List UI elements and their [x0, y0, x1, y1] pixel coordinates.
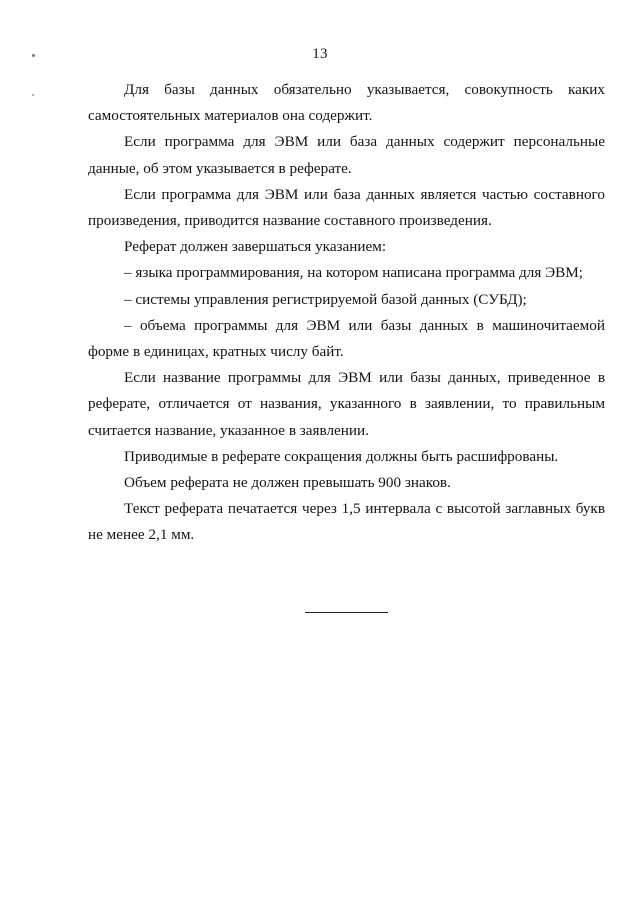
paragraph-print-format: Текст реферата печатается через 1,5 интервала с высотой заглавных букв не менее 2,1 мм. — [88, 500, 605, 544]
list-item-dbms: – системы управления регистрируемой базой данных (СУБД); — [124, 290, 527, 308]
paragraph-abbreviations: Приводимые в реферате сокращения должны быть расшифрованы. — [124, 447, 559, 465]
scan-speck — [32, 94, 34, 96]
paragraph-database-materials: Для базы данных обязательно указывается, совокупность каких самостоятельных материалов она содержит. — [88, 81, 605, 125]
end-divider-line — [305, 612, 388, 613]
document-body — [88, 77, 605, 549]
paragraph-title-mismatch: Если название программы для ЭВМ или базы данных, приведенное в реферате, отличается от названия, указанного в заявлении, то правильным считается название, указанное в заявлении. — [88, 369, 605, 439]
paragraph-abstract-ending: Реферат должен завершаться указанием: — [124, 238, 387, 256]
paragraph-personal-data: Если программа для ЭВМ или база данных содержит персональные данные, об этом указывается в реферате. — [88, 133, 605, 177]
paragraph-composite-work: Если программа для ЭВМ или база данных является частью составного произведения, приводится название составного произведения. — [88, 185, 605, 230]
paragraph-length-limit: Объем реферата не должен превышать 900 знаков. — [124, 474, 451, 492]
list-item-programming-language: – языка программирования, на котором написана программа для ЭВМ; — [124, 264, 583, 282]
list-item-program-size: – объема программы для ЭВМ или базы данных в машиночитаемой форме в единицах, кратных числу байт. — [88, 316, 605, 361]
page-number: 13 — [312, 46, 328, 62]
